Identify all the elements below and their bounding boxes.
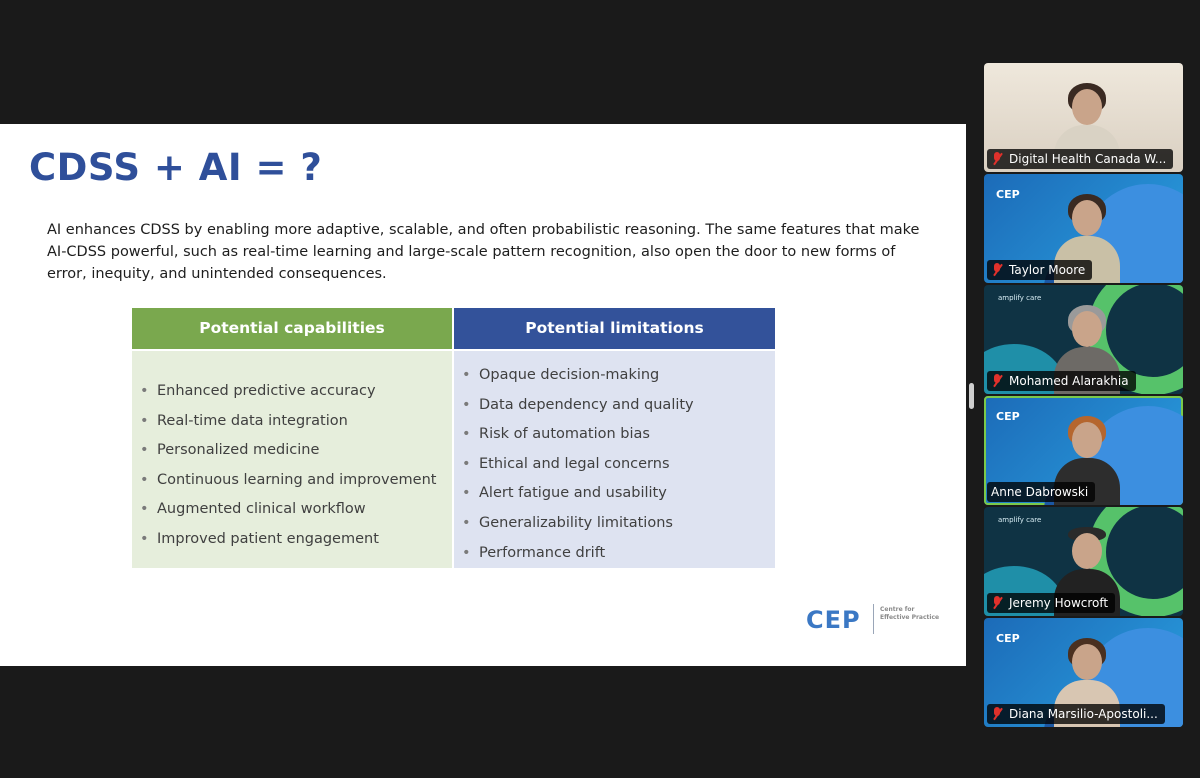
list-item: • Alert fatigue and usability: [462, 485, 667, 502]
cep-logo: [806, 602, 940, 638]
participant-nameplate: Taylor Moore: [987, 260, 1092, 280]
list-item: • Improved patient engagement: [140, 530, 379, 547]
capabilities-column: [132, 308, 452, 568]
slide-intro: AI enhances CDSS by enabling more adaptive, scalable, and often probabilistic reasoning. The same features that make AI-CDSS powerful, such as real-time learning and large-scale pattern recognition, also open the door to new forms of error, inequity, and unintended consequences.: [47, 222, 920, 282]
video-tile[interactable]: [984, 618, 1183, 727]
cep-brand-background: CEP: [996, 410, 1020, 423]
comparison-table: [132, 308, 775, 568]
list-item: • Risk of automation bias: [462, 426, 650, 443]
list-item: • Generalizability limitations: [462, 514, 673, 531]
limitations-list: [462, 361, 694, 568]
list-item: • Personalized medicine: [140, 442, 320, 459]
limitations-body: [454, 351, 775, 568]
capabilities-list: [140, 377, 436, 555]
list-item: • Opaque decision-making: [462, 367, 660, 383]
capabilities-body: [132, 351, 452, 568]
list-item: • Continuous learning and improvement: [140, 471, 437, 488]
mic-muted-icon: [991, 707, 1003, 720]
participant-nameplate: Anne Dabrowski: [987, 482, 1095, 502]
participant-nameplate: Mohamed Alarakhia: [987, 371, 1136, 391]
cep-brand-background: CEP: [996, 188, 1020, 201]
slide-title: CDSS + AI = ?: [29, 146, 323, 189]
cep-logo-divider: [873, 604, 874, 634]
list-item: • Augmented clinical workflow: [140, 501, 366, 518]
video-tile[interactable]: [984, 507, 1183, 616]
mic-muted-icon: [991, 374, 1003, 387]
mic-muted-icon: [991, 263, 1003, 276]
participant-nameplate: Digital Health Canada W...: [987, 149, 1173, 169]
mic-muted-icon: [991, 596, 1003, 609]
limitations-column: [454, 308, 775, 568]
cep-logo-mark: CEP: [806, 606, 861, 634]
list-item: • Data dependency and quality: [462, 396, 694, 413]
mic-muted-icon: [991, 152, 1003, 165]
video-tile[interactable]: [984, 285, 1183, 394]
participant-nameplate: Jeremy Howcroft: [987, 593, 1115, 613]
cep-brand-background: CEP: [996, 632, 1020, 645]
capabilities-header: Potential capabilities: [132, 308, 452, 349]
shared-slide: [0, 124, 966, 666]
video-tile-active-speaker[interactable]: [984, 396, 1183, 505]
list-item: • Real-time data integration: [140, 412, 348, 429]
list-item: • Ethical and legal concerns: [462, 455, 670, 472]
list-item: • Enhanced predictive accuracy: [140, 383, 376, 399]
list-item: • Performance drift: [462, 544, 606, 561]
panel-resize-handle[interactable]: [969, 383, 974, 409]
participant-nameplate: Diana Marsilio-Apostoli...: [987, 704, 1165, 724]
video-tile[interactable]: [984, 174, 1183, 283]
cep-logo-subtitle: Centre for Effective Practice: [880, 606, 940, 621]
video-tile[interactable]: [984, 63, 1183, 172]
amplify-brand-background: amplify care: [998, 294, 1042, 302]
amplify-brand-background: amplify care: [998, 516, 1042, 524]
participant-gallery: [984, 63, 1183, 730]
limitations-header: Potential limitations: [454, 308, 775, 349]
